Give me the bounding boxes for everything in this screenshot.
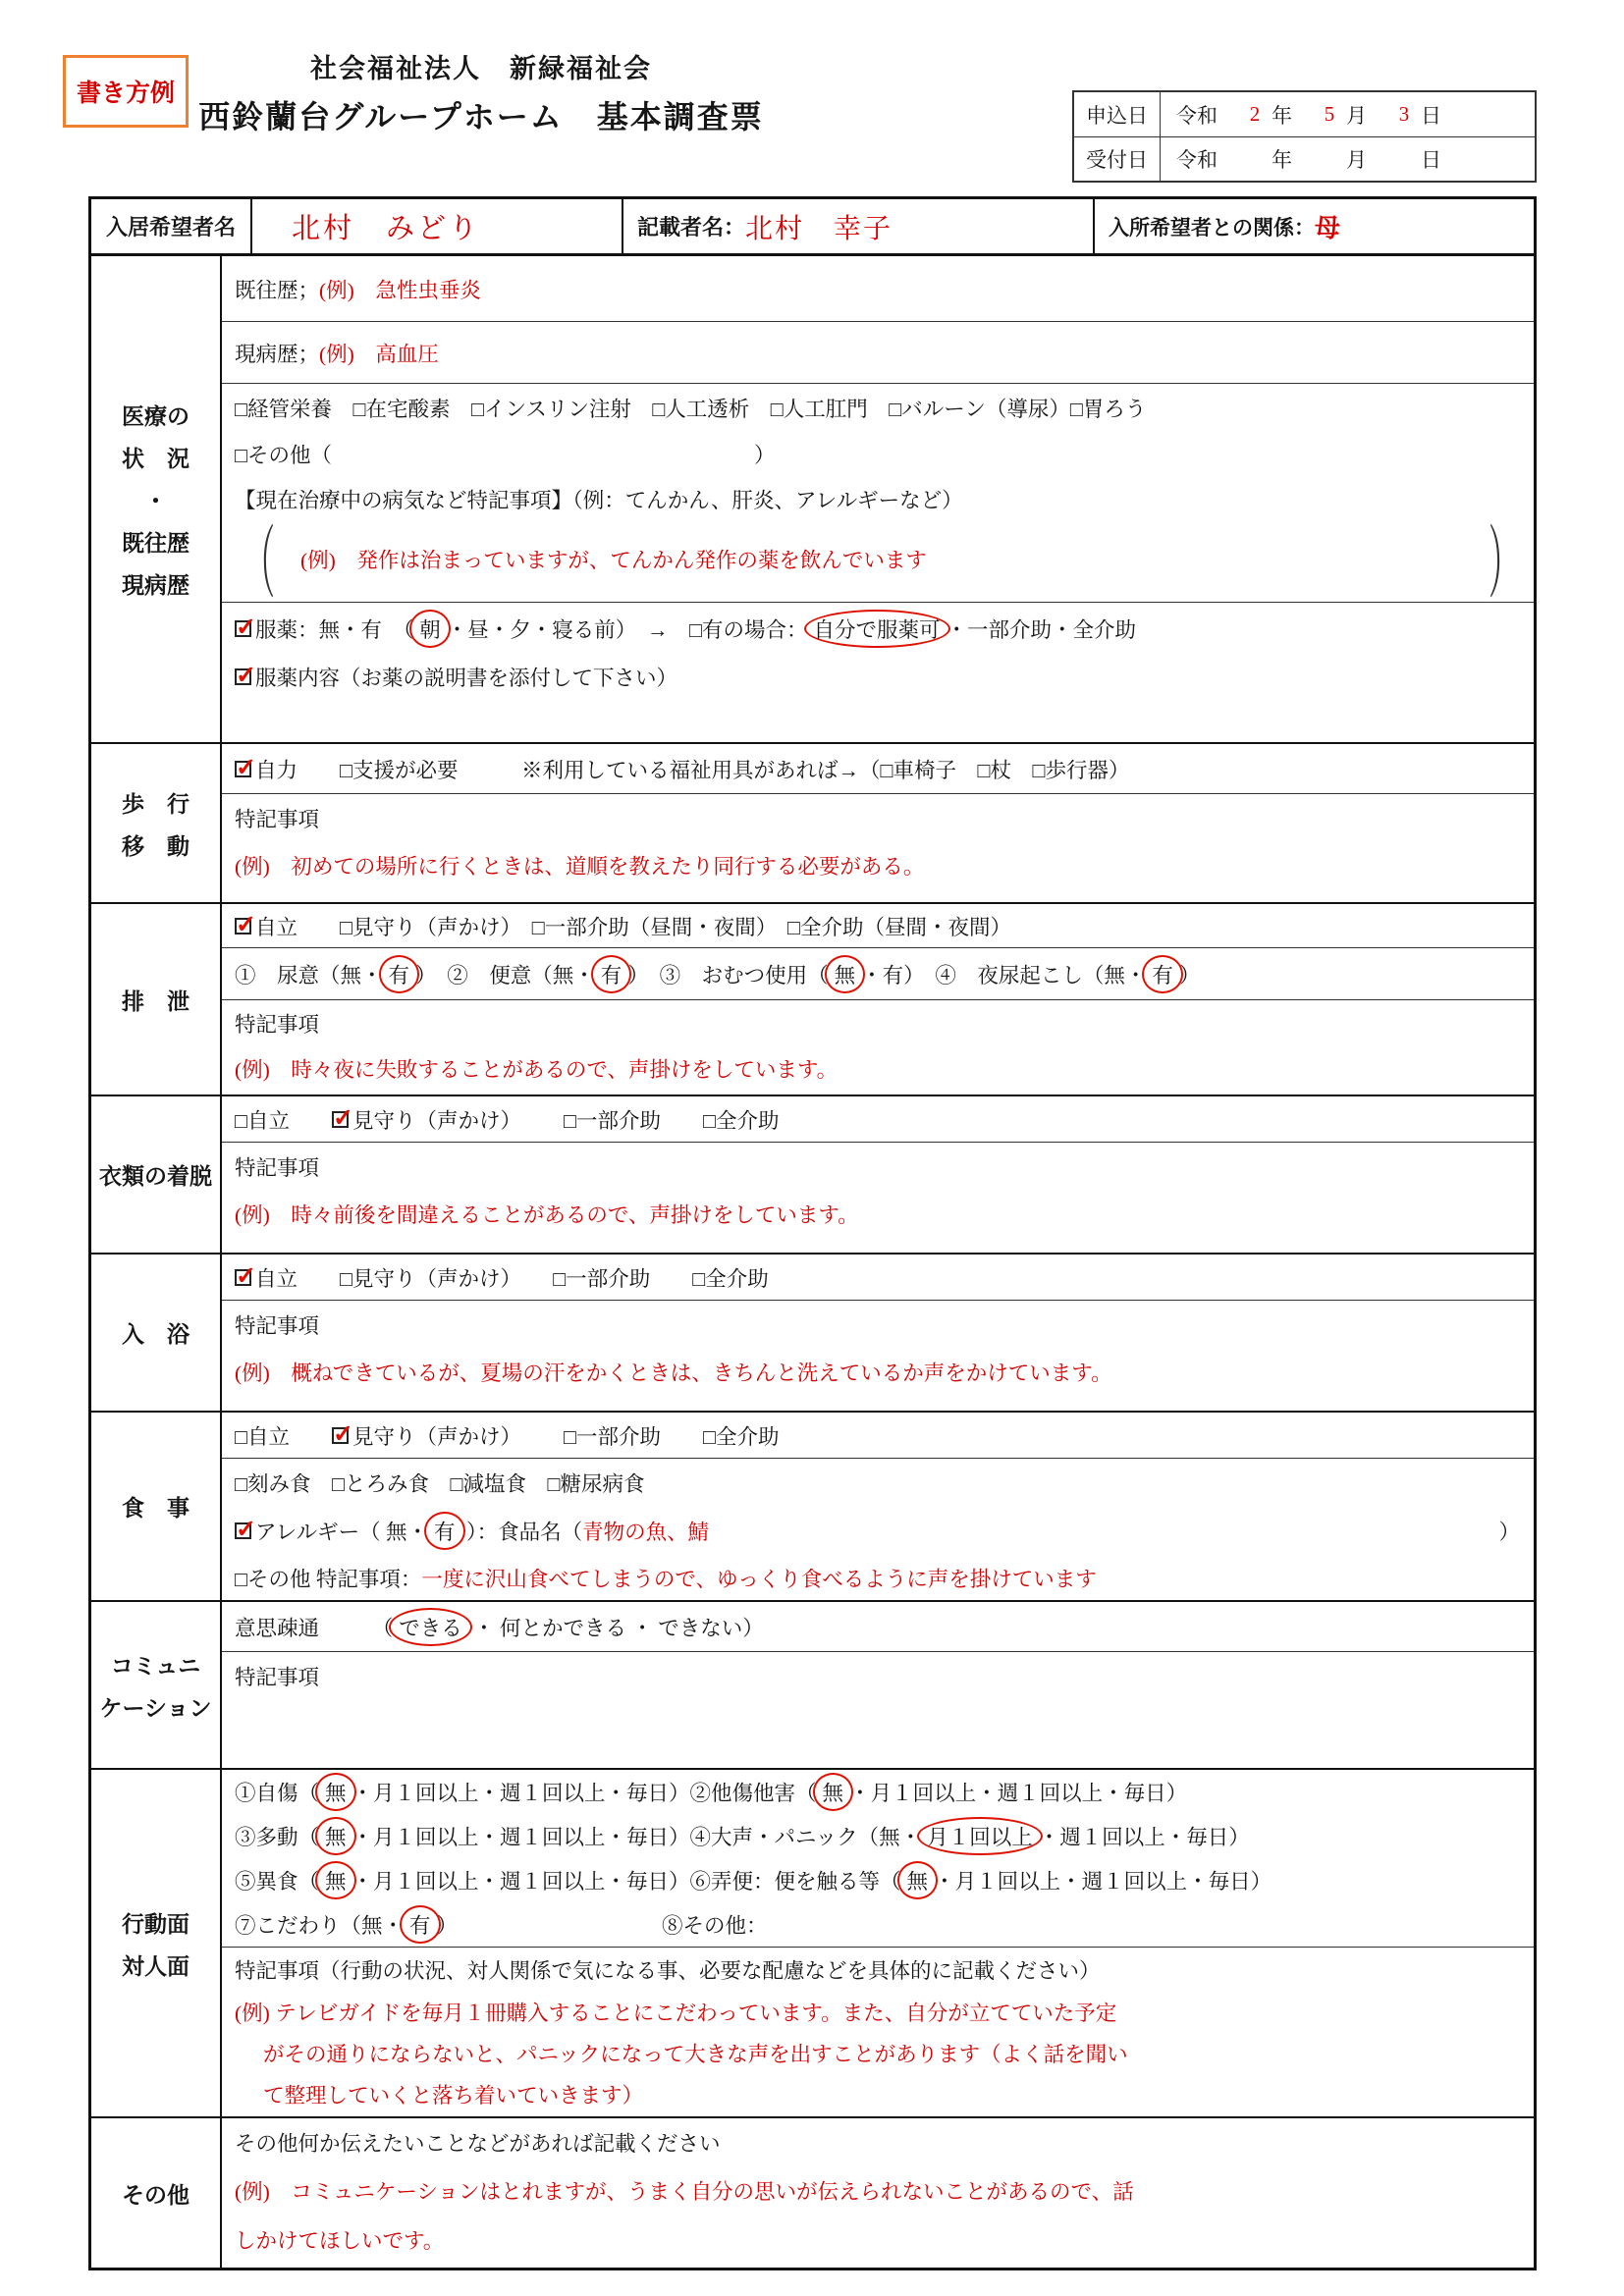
era-text: 令和 (1176, 103, 1218, 128)
day-unit: 日 (1421, 148, 1441, 172)
meal-options-rest[interactable]: □一部介助 □全介助 (521, 1424, 780, 1449)
medication-row (222, 603, 1534, 742)
badge-text: 書き方例 (76, 80, 175, 107)
dressing-option-watch[interactable]: 見守り（声かけ） (352, 1108, 522, 1133)
medication-detail-label: 服薬内容（お薬の説明書を添付して下さい） (255, 666, 678, 690)
communication-circled[interactable]: できる (389, 1608, 472, 1646)
section-behavior (91, 1770, 1534, 2118)
section-bathing (91, 1255, 1534, 1413)
panic-circled[interactable]: 月１回以上 (917, 1817, 1043, 1855)
section-label-meal: 食 事 (91, 1413, 222, 1600)
allergy-checkbox[interactable] (235, 1522, 251, 1539)
current-illness-example-value[interactable]: (例) 高血圧 (319, 342, 439, 366)
relation-value[interactable]: 母 (1315, 213, 1341, 242)
medication-detail-checkbox[interactable] (235, 668, 251, 685)
close-paren: ） (1488, 519, 1520, 608)
notes-label: 特記事項 (235, 1665, 320, 1689)
treatment-notes-header: 【現在治療中の病気など特記事項】（例：てんかん、肝炎、アレルギーなど） (235, 488, 963, 512)
allergy-food-value[interactable]: 青物の魚、鯖 (582, 1520, 710, 1544)
meal-other-option[interactable]: □その他 特記事項： (235, 1567, 422, 1591)
section-label-other: その他 (91, 2118, 222, 2268)
allergy-food-label: ）：食品名（ (460, 1520, 583, 1544)
communication-options-rest[interactable]: ・ 何とかできる ・ できない） (467, 1616, 764, 1640)
bathing-options-row (222, 1255, 1534, 1301)
bathing-independent-checkbox[interactable] (235, 1269, 251, 1286)
behavior-notes-example-line3[interactable]: て整理していくと落ち着いていきます） (263, 2083, 644, 2108)
organization-title: 社会福祉法人 新緑福祉会 (310, 54, 652, 83)
section-meal (91, 1413, 1534, 1602)
meal-watch-checkbox[interactable] (332, 1427, 349, 1444)
writer-name-field[interactable] (623, 199, 1095, 253)
current-illness-row (222, 322, 1534, 384)
notes-label: 特記事項 (235, 1155, 320, 1180)
year-value[interactable]: 2 (1249, 102, 1261, 126)
relation-label: 入所希望者との関係： (1109, 216, 1315, 240)
q-close: ） (1178, 963, 1201, 988)
walking-options[interactable]: 自力 □支援が必要 ※利用している福祉用具があれば→（□車椅子 □杖 □歩行器） (255, 758, 1130, 782)
behavior-other-label[interactable]: ⑧その他： (662, 1914, 768, 1938)
dressing-options-rest[interactable]: □一部介助 □全介助 (521, 1108, 780, 1133)
medical-treatments-row (222, 384, 1534, 608)
harm-others-circled[interactable]: 無 (813, 1773, 854, 1811)
bathing-options-rest[interactable]: □見守り（声かけ） □一部介助 □全介助 (298, 1266, 769, 1291)
meal-option-independent[interactable]: □自立 (235, 1424, 332, 1449)
application-date-label: 申込日 (1074, 92, 1161, 136)
section-dressing (91, 1096, 1534, 1255)
section-label-communication: コミュニ ケーション (91, 1602, 222, 1768)
section-label-behavior: 行動面 対人面 (91, 1770, 222, 2116)
bathing-option-independent[interactable]: 自立 (255, 1266, 298, 1291)
allergy-options-pre[interactable]: アレルギー（ 無・ (255, 1520, 428, 1544)
dressing-options-row (222, 1096, 1534, 1143)
walking-notes-row[interactable] (222, 794, 1534, 902)
medication-options-pre[interactable]: 服薬：無・有 （ (255, 617, 414, 642)
medication-options-tail[interactable]: ・一部介助・全介助 (946, 617, 1137, 642)
history-label: 既往歴； (235, 278, 320, 302)
history-example-value[interactable]: (例) 急性虫垂炎 (319, 278, 481, 302)
applicant-row (91, 199, 1534, 256)
medication-options-mid[interactable]: ・昼・夕・寝る前） → □有の場合： (446, 617, 808, 642)
form-title: 西鈴蘭台グループホーム 基本調査票 (198, 99, 764, 134)
year-unit: 年 (1272, 148, 1292, 172)
notes-label: 特記事項（行動の状況、対人関係で気になる事、必要な配慮などを具体的に記載ください） (235, 1958, 1101, 1983)
receipt-date-label: 受付日 (1074, 137, 1161, 181)
meal-other-example[interactable]: 一度に沢山食べてしまうので、ゆっくり食べるように声を掛けています (421, 1567, 1097, 1591)
open-paren: （ (244, 519, 276, 608)
treatment-notes-example[interactable]: (例) 発作は治まっていますが、てんかん発作の薬を飲んでいます (300, 548, 927, 572)
walking-independent-checkbox[interactable] (235, 761, 251, 777)
excretion-independent-checkbox[interactable] (235, 918, 251, 934)
section-label-dressing: 衣類の着脱 (91, 1096, 222, 1253)
section-label-walking: 歩 行 移 動 (91, 744, 222, 902)
application-date-row (1074, 92, 1535, 136)
section-communication (91, 1602, 1534, 1770)
era-text: 令和 (1176, 148, 1218, 172)
excretion-options-row (222, 904, 1534, 948)
communication-label: 意思疎通 （ (235, 1616, 394, 1640)
section-other (91, 2118, 1534, 2268)
medication-checkbox[interactable] (235, 620, 251, 637)
behavior-questions-row: ①自傷（ 無 ・月１回以上・週１回以上・毎日）②他傷他害（ 無 ・月１回以上・週１回以上・毎日） ③多動（ 無 ・月１回以上・週１回以上・毎日）④大声・パニック（無・ 月１回以上 ・週１回以上・毎日） ⑤異食（ 無 ・月１回以上・週１回以上・毎日）⑥弄便：便を触る等（ 無 ・月１回以上・週１回以上・毎日） ⑦こだわり（無・ 有 ） ⑧その他： (222, 1770, 1534, 1948)
meal-option-watch[interactable]: 見守り（声かけ） (352, 1424, 522, 1449)
month-unit: 月 (1346, 103, 1367, 128)
q-stool[interactable]: ） ② 便意（無・ (415, 963, 595, 988)
section-excretion (91, 904, 1534, 1096)
meal-options-row (222, 1413, 1534, 1459)
allergy-close-paren: ） (1498, 1520, 1520, 1544)
notes-label: 特記事項 (235, 807, 320, 831)
treatment-other-option[interactable]: □その他（ (235, 443, 332, 467)
section-label-medical: 医療の 状 況 ・ 既往歴 現病歴 (91, 256, 222, 742)
scatolia-circled[interactable]: 無 (897, 1861, 939, 1899)
q-diaper-circled[interactable]: 無 (825, 955, 866, 993)
excretion-notes-row[interactable] (222, 1000, 1534, 1095)
walking-notes-example[interactable]: (例) 初めての場所に行くときは、道順を教えたり同行する必要がある。 (235, 854, 925, 879)
medication-time-circled[interactable]: 朝 (409, 610, 451, 648)
month-unit: 月 (1346, 148, 1367, 172)
other-notes-row[interactable] (222, 2118, 1534, 2268)
q-diaper[interactable]: ） ③ おむつ使用（ (627, 963, 829, 988)
writer-label: 記載者名： (637, 215, 746, 240)
q-night[interactable]: ・有） ④ 夜尿起こし（無・ (861, 963, 1147, 988)
day-unit: 日 (1421, 103, 1441, 128)
excretion-questions-row (222, 948, 1534, 1000)
excretion-options[interactable]: 自立 □見守り（声かけ） □一部介助（昼間・夜間） □全介助（昼間・夜間） (255, 915, 1011, 939)
communication-notes-row[interactable] (222, 1652, 1534, 1768)
treatment-other-close: ） (754, 443, 776, 467)
behavior-notes-example-line2[interactable]: がその通りにならないと、パニックになって大きな声を出すことがあります（よく話を聞い (263, 2042, 1128, 2066)
other-example-line1[interactable]: (例) コミュニケーションはとれますが、うまく自分の思いが伝えられないことがあるので、話 (235, 2179, 1134, 2204)
dressing-notes-row[interactable] (222, 1143, 1534, 1253)
section-medical (91, 256, 1534, 744)
pica-circled[interactable]: 無 (315, 1861, 356, 1899)
receipt-date-row (1074, 136, 1535, 181)
other-example-line2[interactable]: しかけてほしいです。 (235, 2228, 445, 2253)
communication-options-row (222, 1602, 1534, 1652)
section-walking (91, 744, 1534, 904)
dressing-option-independent[interactable]: □自立 (235, 1108, 332, 1133)
survey-table (88, 196, 1537, 2270)
medication-self-circled[interactable]: 自分で服薬可 (804, 610, 950, 648)
year-unit: 年 (1272, 103, 1292, 128)
notes-label: 特記事項 (235, 1313, 320, 1338)
month-value[interactable]: 5 (1324, 102, 1335, 126)
treatment-options[interactable]: □経管栄養 □在宅酸素 □インスリン注射 □人工透析 □人工肛門 □バルーン（導尿）□胃ろう (235, 397, 1147, 421)
q-urine-circled[interactable]: 有 (379, 955, 420, 993)
q-urine[interactable]: ① 尿意（無・ (235, 963, 383, 988)
behavior-notes-example-line1[interactable]: (例) テレビガイドを毎月１冊購入することにこだわっています。また、自分が立てていた予定 (235, 2001, 1117, 2025)
section-label-excretion: 排 泄 (91, 904, 222, 1095)
excretion-notes-example[interactable]: (例) 時々夜に失敗することがあるので、声掛けをしています。 (235, 1057, 839, 1082)
treatment-notes-area[interactable] (244, 519, 1520, 608)
meal-detail-row (222, 1459, 1534, 1600)
behavior-notes-row[interactable] (222, 1948, 1534, 2116)
application-date-value[interactable] (1161, 92, 1535, 136)
dressing-watch-checkbox[interactable] (332, 1111, 349, 1128)
day-value[interactable]: 3 (1398, 102, 1410, 126)
applicant-name-field[interactable]: 北村 みどり (252, 199, 623, 253)
section-label-bathing: 入 浴 (91, 1255, 222, 1411)
selfharm-circled[interactable]: 無 (315, 1773, 356, 1811)
relation-field[interactable] (1095, 199, 1534, 253)
bathing-notes-row[interactable] (222, 1301, 1534, 1411)
q-night-circled[interactable]: 有 (1142, 955, 1183, 993)
receipt-date-value[interactable] (1161, 137, 1535, 181)
date-table (1072, 90, 1537, 183)
bathing-notes-example[interactable]: (例) 概ねできているが、夏場の汗をかくときは、きちんと洗えているか声をかけています。 (235, 1361, 1112, 1385)
diet-options[interactable]: □刻み食 □とろみ食 □減塩食 □糖尿病食 (235, 1471, 645, 1496)
medical-history-row (222, 256, 1534, 322)
q-stool-circled[interactable]: 有 (591, 955, 632, 993)
other-prompt: その他何か伝えたいことなどがあれば記載ください (235, 2131, 721, 2156)
allergy-circled[interactable]: 有 (424, 1512, 465, 1550)
notes-label: 特記事項 (235, 1012, 320, 1037)
applicant-name-label: 入居希望者名 (91, 199, 252, 253)
hyperactivity-circled[interactable]: 無 (315, 1817, 356, 1855)
obsession-circled[interactable]: 有 (400, 1905, 441, 1944)
current-illness-label: 現病歴； (235, 342, 320, 366)
writer-value[interactable]: 北村 幸子 (745, 213, 893, 244)
walking-options-row (222, 744, 1534, 794)
dressing-notes-example[interactable]: (例) 時々前後を間違えることがあるので、声掛けをしています。 (235, 1202, 859, 1227)
